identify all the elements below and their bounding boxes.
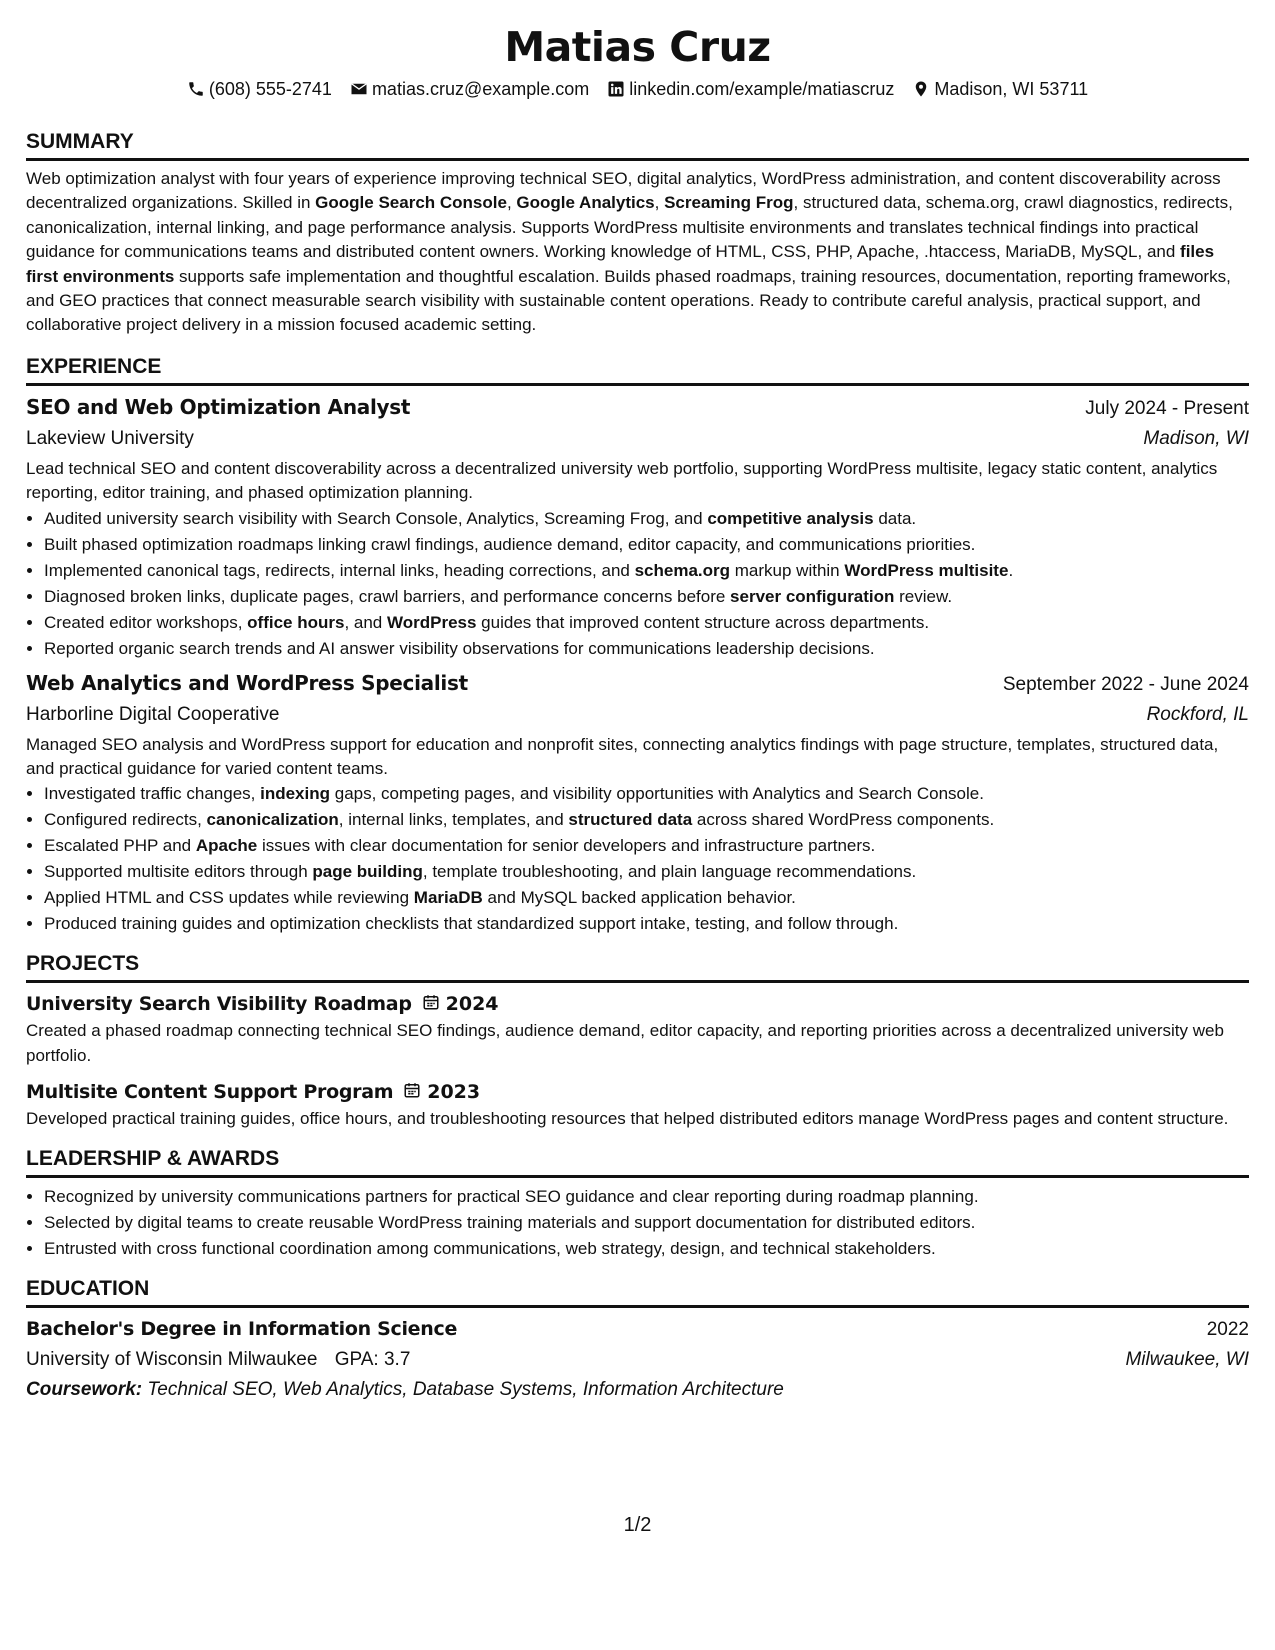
leadership-section: [26, 1146, 1249, 1262]
bold-keyword: structured data: [568, 810, 693, 830]
projects-section: [26, 951, 1249, 1131]
text-run: , structured data, schema.org, crawl diagnostics, redirects, canonicalization, internal linking, and page performance analysis. Supports WordPress multisite environments and translates technical findings into practical guidance for communications teams and distributed content owners. Working knowledge of HTML, CSS, PHP, Apache, .htaccess, MariaDB, MySQL, and: [26, 193, 1233, 262]
bold-keyword: WordPress: [387, 612, 477, 632]
text-run: ,: [654, 193, 665, 213]
calendar-icon: [422, 993, 440, 1016]
email-text: matias.cruz@example.com: [371, 79, 590, 99]
text-run: guides that improved content structure across departments.: [476, 612, 930, 632]
text-run: Built phased optimization roadmaps linking crawl findings, audience demand, editor capacity, and communications priorities.: [44, 534, 976, 554]
text-run: across shared WordPress components.: [692, 810, 995, 830]
text-run: markup within: [730, 560, 845, 580]
education-header: [26, 1314, 1249, 1345]
job-dates: July 2024 - Present: [1085, 397, 1249, 419]
resume-name: Matias Cruz: [504, 23, 771, 71]
job-bullet: [44, 807, 1249, 833]
job-entry: [26, 392, 1249, 662]
job-bullet: [44, 885, 1249, 911]
bold-keyword: MariaDB: [413, 888, 483, 908]
job-subheader: [26, 424, 1249, 454]
phone-icon: [187, 80, 205, 98]
text-run: , template troubleshooting, and plain language recommendations.: [422, 862, 917, 882]
bold-keyword: canonicalization: [206, 810, 339, 830]
text-run: Supported multisite editors through: [44, 862, 313, 882]
job-description: Lead technical SEO and content discoverability across a decentralized university web portfolio, supporting WordPress multisite, legacy static content, analytics reporting, editor training, and phased optimization planning.: [26, 458, 1218, 503]
text-run: Reported organic search trends and AI answer visibility observations for communications leadership decisions.: [44, 638, 875, 658]
calendar-icon: [403, 1081, 421, 1104]
experience-section: [26, 354, 1249, 938]
project-description: Created a phased roadmap connecting technical SEO findings, audience demand, editor capacity, and reporting priorities across a decentralized university web portfolio.: [26, 1021, 1224, 1065]
project-year-text: 2023: [427, 1081, 481, 1104]
job-bullet: [44, 911, 1249, 937]
job-description: Managed SEO analysis and WordPress support for education and nonprofit sites, connecting analytics findings with page structure, templates, structured data, and practical guidance for varied content teams.: [26, 734, 1219, 779]
text-run: gaps, competing pages, and visibility opportunities with Analytics and Search Console.: [330, 784, 984, 804]
map-pin-icon: [912, 80, 930, 98]
job-bullet: [44, 636, 1249, 662]
bold-keyword: Screaming Frog: [664, 193, 794, 213]
text-run: , and: [344, 612, 387, 632]
text-run: Investigated traffic changes,: [44, 784, 261, 804]
section-title-education: EDUCATION: [26, 1276, 1249, 1308]
job-title: Web Analytics and WordPress Specialist: [26, 670, 468, 695]
job-bullet: [44, 859, 1249, 885]
text-run: review.: [894, 586, 953, 606]
job-bullet: [44, 558, 1249, 584]
text-run: Audited university search visibility with Search Console, Analytics, Screaming Frog, and: [44, 508, 708, 528]
job-bullet: [44, 506, 1249, 532]
job-title: SEO and Web Optimization Analyst: [26, 394, 411, 419]
job-organization: Lakeview University: [26, 427, 194, 449]
bold-keyword: office hours: [247, 612, 345, 632]
text-run: Applied HTML and CSS updates while reviewing: [44, 888, 414, 908]
linkedin-icon: [607, 80, 625, 98]
job-header: [26, 392, 1249, 424]
phone-text: (608) 555-2741: [208, 79, 332, 99]
section-title-leadership: LEADERSHIP & AWARDS: [26, 1146, 1249, 1178]
education-school: University of Wisconsin Milwaukee: [26, 1348, 318, 1370]
education-school-line: [26, 1345, 410, 1375]
education-year: 2022: [1206, 1318, 1249, 1340]
contact-location: [912, 77, 1088, 101]
job-bullet: [44, 781, 1249, 807]
bold-keyword: Google Analytics: [516, 193, 655, 213]
text-run: data.: [873, 508, 917, 528]
bold-keyword: Google Search Console: [315, 193, 507, 213]
education-location: Milwaukee, WI: [1125, 1348, 1249, 1370]
text-run: , internal links, templates, and: [338, 810, 569, 830]
bold-keyword: competitive analysis: [707, 508, 874, 528]
project-title: University Search Visibility Roadmap: [26, 993, 412, 1016]
job-bullet: [44, 532, 1249, 558]
text-run: Configured redirects,: [44, 810, 207, 830]
project-header: [26, 1077, 1249, 1107]
education-section: [26, 1276, 1249, 1405]
education-coursework: [26, 1375, 1249, 1405]
job-bullet: [44, 610, 1249, 636]
bold-keyword: Apache: [195, 836, 258, 856]
bold-keyword: files first environments: [26, 242, 1215, 286]
bold-keyword: schema.org: [634, 560, 731, 580]
job-bullets: [26, 506, 1249, 662]
contact-linkedin[interactable]: [607, 77, 894, 101]
contact-email[interactable]: [350, 77, 589, 101]
project-entry: [26, 1077, 1249, 1131]
project-entry: [26, 989, 1249, 1068]
text-run: Web optimization analyst with four years of experience improving technical SEO, digital analytics, WordPress administration, and content discoverability across decentralized organizations. Skilled in: [26, 169, 1221, 213]
job-bullet: [44, 584, 1249, 610]
text-run: ,: [506, 193, 517, 213]
job-entry: [26, 668, 1249, 938]
text-run: .: [1008, 560, 1014, 580]
project-description: Developed practical training guides, office hours, and troubleshooting resources that helped distributed editors manage WordPress pages and content structure.: [26, 1109, 1229, 1129]
job-header: [26, 668, 1249, 700]
page-number: 1/2: [623, 1514, 652, 1536]
envelope-icon: [350, 80, 368, 98]
text-run: Created editor workshops,: [44, 612, 248, 632]
job-subheader: [26, 700, 1249, 730]
text-run: Implemented canonical tags, redirects, internal links, heading corrections, and: [44, 560, 635, 580]
coursework-label: Coursework:: [26, 1378, 143, 1400]
bold-keyword: page building: [312, 862, 423, 882]
job-bullets: [26, 781, 1249, 937]
leadership-item: • Selected by digital teams to create reusable WordPress training materials and support documentation for distributed editors.: [44, 1210, 1249, 1236]
leadership-item: • Entrusted with cross functional coordination among communications, web strategy, design, and technical stakeholders.: [44, 1236, 1249, 1262]
text-run: and MySQL backed application behavior.: [482, 888, 796, 908]
project-header: [26, 989, 1249, 1019]
leadership-item: • Recognized by university communications partners for practical SEO guidance and clear reporting during roadmap planning.: [44, 1184, 1249, 1210]
job-bullet: [44, 833, 1249, 859]
job-location: Rockford, IL: [1146, 703, 1249, 725]
section-title-projects: PROJECTS: [26, 951, 1249, 983]
summary-section: [26, 129, 1249, 338]
summary-text: [26, 167, 1249, 338]
contact-phone[interactable]: [187, 77, 332, 101]
education-gpa: GPA: 3.7: [334, 1348, 411, 1370]
job-location: Madison, WI: [1143, 427, 1249, 449]
section-title-summary: SUMMARY: [26, 129, 1249, 161]
education-degree: Bachelor's Degree in Information Science: [26, 1317, 458, 1340]
bold-keyword: indexing: [260, 784, 331, 804]
text-run: supports safe implementation and thoughtful escalation. Builds phased roadmaps, training resources, documentation, reporting frameworks, and GEO practices that connect measurable search visibility with sustainable content operations. Ready to contribute careful analysis, practical support, and collaborative project delivery in a mission focused academic setting.: [26, 266, 1231, 335]
resume-page: [26, 0, 1249, 1405]
project-title: Multisite Content Support Program: [26, 1081, 394, 1104]
leadership-bullets: [26, 1184, 1249, 1262]
project-year: [422, 993, 499, 1016]
job-dates: September 2022 - June 2024: [1002, 673, 1249, 695]
bold-keyword: WordPress multisite: [844, 560, 1009, 580]
project-year: [403, 1081, 480, 1104]
project-year-text: 2024: [445, 993, 499, 1016]
job-organization: Harborline Digital Cooperative: [26, 703, 280, 725]
coursework-text: Technical SEO, Web Analytics, Database Systems, Information Architecture: [147, 1378, 784, 1400]
location-text: Madison, WI 53711: [934, 79, 1089, 99]
text-run: issues with clear documentation for senior developers and infrastructure partners.: [257, 836, 876, 856]
text-run: Produced training guides and optimization checklists that standardized support intake, testing, and follow through.: [44, 914, 899, 934]
contact-bar: [26, 77, 1249, 101]
text-run: Escalated PHP and: [44, 836, 196, 856]
text-run: Diagnosed broken links, duplicate pages, crawl barriers, and performance concerns before: [44, 586, 731, 606]
bold-keyword: server configuration: [730, 586, 895, 606]
section-title-experience: EXPERIENCE: [26, 354, 1249, 386]
linkedin-text: linkedin.com/example/matiascruz: [629, 79, 895, 99]
education-subheader: [26, 1345, 1249, 1375]
